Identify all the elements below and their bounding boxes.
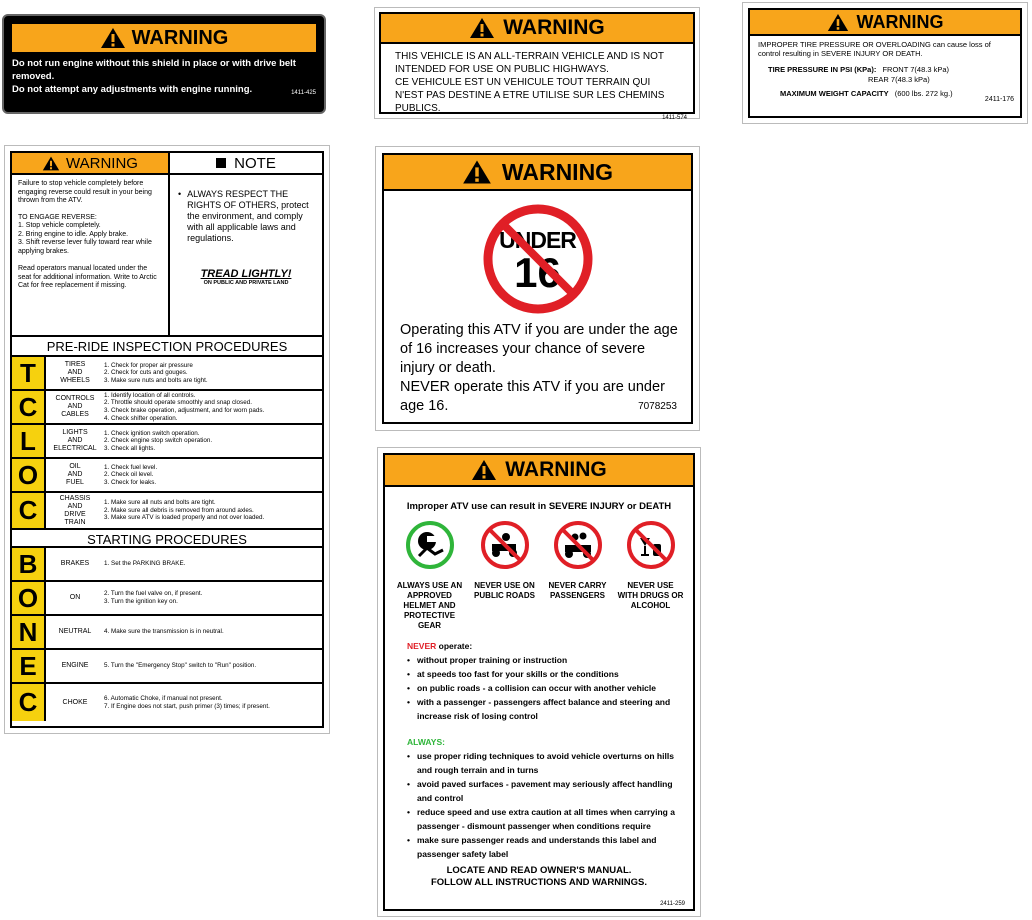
- helmet-gear-icon: [405, 520, 455, 570]
- preride-item-text: 1. Make sure all nuts and bolts are tight. 2. Make sure all debris is removed from around axles. 3. Make sure ATV is loaded properly and not over loaded.: [104, 499, 265, 522]
- always-item: • reduce speed and use extra caution at all times when carrying a passenger - dismount passenger when conditions require: [407, 805, 679, 833]
- picto-helmet: [395, 520, 465, 631]
- preride-item-text: 1. Check ignition switch operation. 2. Check engine stop switch operation. 3. Check all lights.: [104, 429, 213, 452]
- starting-item-text: 4. Make sure the transmission is in neutral.: [104, 628, 224, 636]
- starting-item-text: 2. Turn the fuel valve on, if present. 3. Turn the ignition key on.: [104, 590, 203, 605]
- picto-passengers: [545, 520, 611, 631]
- tire-front: FRONT 7(48.3 kPa): [882, 65, 950, 74]
- starting-item-label: BRAKES: [60, 560, 90, 567]
- highway-line-fr: CE VEHICULE EST UN VEHICULE TOUT TERRAIN QUI N'EST PAS DESTINE A ETRE UTILISE SUR LES CHEMINS PUBLICS.: [395, 77, 665, 114]
- shield-line-1: Do not run engine without this shield in place or with drive belt removed.: [12, 58, 296, 82]
- reverse-step: 3. Shift reverse lever fully toward rear while applying brakes.: [18, 239, 152, 255]
- preride-item-label: TIRES AND WHEELS: [60, 361, 90, 384]
- picto-caption: ALWAYS USE AN APPROVED HELMET AND PROTECTIVE GEAR: [396, 581, 463, 630]
- always-item: • make sure passenger reads and understands this label and passenger safety label: [407, 833, 679, 861]
- label-code: 7078253: [638, 401, 677, 412]
- starting-item-label: NEUTRAL: [58, 628, 92, 635]
- starting-item-text: 1. Set the PARKING BRAKE.: [104, 560, 186, 568]
- warning-title: WARNING: [501, 158, 614, 185]
- warning-header: [385, 455, 693, 487]
- under-16-text-2: NEVER operate this ATV if you are under age 16.: [400, 379, 665, 414]
- tread-lightly-sub: ON PUBLIC AND PRIVATE LAND: [203, 280, 289, 286]
- preride-row: [12, 391, 322, 425]
- warning-header: [384, 155, 691, 191]
- warning-triangle-icon: [471, 459, 497, 481]
- preride-letter: C: [12, 391, 46, 423]
- footer-line-1: LOCATE AND READ OWNER'S MANUAL.: [446, 865, 632, 876]
- preride-title: PRE-RIDE INSPECTION PROCEDURES: [12, 337, 322, 357]
- picto-caption: NEVER USE ON PUBLIC ROADS: [474, 581, 535, 600]
- shield-warning-label: [2, 14, 326, 114]
- tire-pressure-label: [742, 2, 1028, 124]
- starting-letter: O: [12, 582, 46, 614]
- warning-triangle-icon: [100, 27, 126, 49]
- reverse-warning-text: Failure to stop vehicle completely before engaging reverse could result in your being thrown from the ATV.: [18, 180, 152, 204]
- warning-title: WARNING: [856, 11, 944, 32]
- never-list: [407, 653, 679, 723]
- starting-row: [12, 650, 322, 684]
- label-code: 1411-574: [662, 115, 687, 121]
- never-heading: [407, 639, 679, 653]
- under-16-text-1: Operating this ATV if you are under the age of 16 increases your chance of severe injury or death.: [400, 322, 678, 376]
- always-heading: ALWAYS:: [407, 737, 445, 747]
- capacity-heading: MAXIMUM WEIGHT CAPACITY: [780, 89, 889, 98]
- starting-item-label: CHOKE: [62, 698, 88, 706]
- starting-letter: C: [12, 684, 46, 721]
- picto-drugs: [618, 520, 684, 631]
- preride-item-text: 1. Check fuel level. 2. Check oil level. 3. Check for leaks.: [104, 463, 158, 486]
- always-item: • avoid paved surfaces - pavement may seriously affect handling and control: [407, 777, 679, 805]
- no-public-roads-icon: [480, 520, 530, 570]
- warning-title: WARNING: [503, 16, 605, 39]
- never-item: • with a passenger - passengers affect balance and steering and increase risk of losing control: [407, 695, 679, 723]
- no-drugs-alcohol-icon: [626, 520, 676, 570]
- preride-item-text: 1. Check for proper air pressure 2. Check for cuts and gouges. 3. Make sure nuts and bolts are tight.: [104, 361, 208, 384]
- reverse-heading: TO ENGAGE REVERSE:: [18, 213, 97, 221]
- preride-letter: O: [12, 459, 46, 491]
- preride-item-text: 1. Identify location of all controls. 2. Throttle should operate smoothly and snap closed. 3. Check brake operation, adjustment, and for worn pads. 4. Check shifter operation.: [104, 391, 265, 422]
- under-16-label: [375, 146, 700, 431]
- tire-rear: REAR 7(48.3 kPa): [868, 75, 930, 84]
- highway-warning-label: [374, 7, 700, 119]
- manual-notice: Read operators manual located under the seat for additional information. Write to Arctic Cat for free replacement if missing.: [18, 265, 157, 289]
- always-item: • use proper riding techniques to avoid vehicle overturns on hills and rough terrain and in turns: [407, 749, 679, 777]
- warning-triangle-icon: [42, 156, 60, 171]
- misuse-warning-label: [377, 447, 701, 917]
- note-square-icon: [216, 158, 226, 168]
- warning-title: WARNING: [505, 458, 607, 481]
- no-passengers-icon: [553, 520, 603, 570]
- warning-header: [750, 10, 1020, 36]
- note-text: ALWAYS RESPECT THE RIGHTS OF OTHERS, protect the environment, and comply with all applicable laws and regulations.: [187, 189, 309, 243]
- starting-row: [12, 548, 322, 582]
- never-item: • on public roads - a collision can occur with another vehicle: [407, 681, 679, 695]
- picto-caption: NEVER USE WITH DRUGS OR ALCOHOL: [617, 581, 684, 610]
- shield-line-2: Do not attempt any adjustments with engine running.: [12, 84, 253, 95]
- warning-triangle-icon: [469, 17, 495, 39]
- never-suffix: operate:: [436, 641, 473, 651]
- prohibition-slash-icon: [482, 203, 594, 315]
- label-code: 2411-259: [660, 901, 685, 907]
- warning-header: [12, 24, 316, 52]
- warning-title: WARNING: [131, 26, 229, 49]
- note-title: NOTE: [234, 154, 276, 172]
- starting-row: [12, 684, 322, 721]
- tire-pressure-heading: TIRE PRESSURE IN PSI (KPa):: [768, 65, 877, 74]
- preride-row: [12, 459, 322, 493]
- reverse-step: 1. Stop vehicle completely.: [18, 222, 101, 229]
- warning-title: WARNING: [66, 154, 138, 172]
- starting-letter: B: [12, 548, 46, 580]
- never-item: • without proper training or instruction: [407, 653, 679, 667]
- warning-header: [381, 14, 693, 44]
- always-list: [407, 749, 679, 861]
- never-item: • at speeds too fast for your skills or the conditions: [407, 667, 679, 681]
- highway-line-en: THIS VEHICLE IS AN ALL-TERRAIN VEHICLE AND IS NOT INTENDED FOR USE ON PUBLIC HIGHWAYS.: [395, 51, 664, 75]
- footer-line-2: FOLLOW ALL INSTRUCTIONS AND WARNINGS.: [430, 877, 648, 888]
- sign-under-text: UNDER: [499, 227, 576, 253]
- preride-row: [12, 425, 322, 459]
- starting-row: [12, 616, 322, 650]
- reverse-step: 2. Bring engine to idle. Apply brake.: [18, 230, 129, 238]
- warning-triangle-icon: [827, 13, 849, 32]
- under-16-sign: [482, 203, 594, 315]
- reverse-inspection-label: WARNING Failure to stop vehicle completely before engaging reverse could result in your being thrown from the ATV. TO ENGAGE REVERSE: 1. Stop vehicle completely. 2. Bring engine to idle. Apply brake. 3. Shift reverse lever fully toward rear while applying brakes. Read operators manual located under the seat for additional information. Write to Arctic Cat for free replacement if missing. NOTE • ALWAYS RESPECT THE RIGHTS OF OTHERS, protect the environment, and comply with all applicable laws and regulations. TREAD LIGHTLY! ON PUBLIC AND PRIVATE LAND PRE-RIDE INSPECTION PROCEDURES T TIRES AND WHEELS 1. Check for proper air pressure 2. Check for cuts and gouges. 3. Make sure nuts and bolts are tight. C CONTROLS AND CABLES 1. Identify location of all controls. 2. Throttle should operate smoothly and snap closed. 3. Check brake operation, adjustment, and for worn pads. 4. Check shifter operation. L LIGHTS AND ELECTRICAL 1. Check ignition switch operation. 2. Check engine stop switch operation. 3. Check all lights. O OIL AND FUEL 1. Check fuel level. 2. Check oil level. 3. Check for leaks. C CHASSIS AND DRIVE TRAIN 1. Make sure all nuts and bolts are tight. 2. Make sure all debris is removed from around axles. 3. Make sure ATV is loaded properly and not over loaded. STARTING PROCEDURES B BRAKES 1. Set the PARKING BRAKE. O ON 2. Turn the fuel valve on, if present. 3. Turn the ignition key on. N NEUTRAL 4. Make sure the transmission is in neutral. E ENGINE 5. Turn the "Emergency Stop" switch to "Run" position. C CHOKE 6. Automatic Choke, if manual not present. 7. If Engine does not start, push primer (3) times; if present.: [4, 145, 330, 734]
- starting-row: [12, 582, 322, 616]
- never-word: NEVER: [407, 641, 437, 651]
- capacity-value: (600 lbs. 272 kg.): [894, 89, 953, 98]
- tire-intro: IMPROPER TIRE PRESSURE OR OVERLOADING can cause loss of control resulting in SEVERE INJURY OR DEATH.: [758, 40, 991, 58]
- warning-header: [12, 153, 168, 175]
- preride-item-label: CHASSIS AND DRIVE TRAIN: [59, 494, 91, 526]
- label-code: 1411-425: [291, 90, 316, 96]
- note-header: [170, 153, 322, 175]
- preride-letter: C: [12, 493, 46, 528]
- tread-lightly: TREAD LIGHTLY!: [200, 268, 292, 280]
- starting-letter: E: [12, 650, 46, 682]
- preride-letter: T: [12, 357, 46, 389]
- misuse-headline: Improper ATV use can result in SEVERE INJURY or DEATH: [406, 501, 672, 512]
- picto-roads: [472, 520, 538, 631]
- label-code: 2411-176: [984, 96, 1014, 103]
- starting-letter: N: [12, 616, 46, 648]
- sign-number: 16: [514, 249, 561, 296]
- starting-item-text: 5. Turn the "Emergency Stop" switch to "Run" position.: [104, 662, 257, 670]
- preride-letter: L: [12, 425, 46, 457]
- preride-row: [12, 357, 322, 391]
- preride-item-label: LIGHTS AND ELECTRICAL: [53, 429, 97, 452]
- starting-item-label: ON: [69, 594, 81, 601]
- preride-item-label: CONTROLS AND CABLES: [55, 395, 95, 418]
- picto-caption: NEVER CARRY PASSENGERS: [548, 581, 607, 600]
- starting-item-text: 6. Automatic Choke, if manual not present. 7. If Engine does not start, push primer (3) times; if present.: [104, 694, 270, 710]
- warning-triangle-icon: [462, 159, 492, 185]
- starting-title: STARTING PROCEDURES: [12, 528, 322, 548]
- preride-row: [12, 493, 322, 528]
- starting-item-label: ENGINE: [61, 662, 89, 669]
- preride-item-label: OIL AND FUEL: [66, 463, 84, 486]
